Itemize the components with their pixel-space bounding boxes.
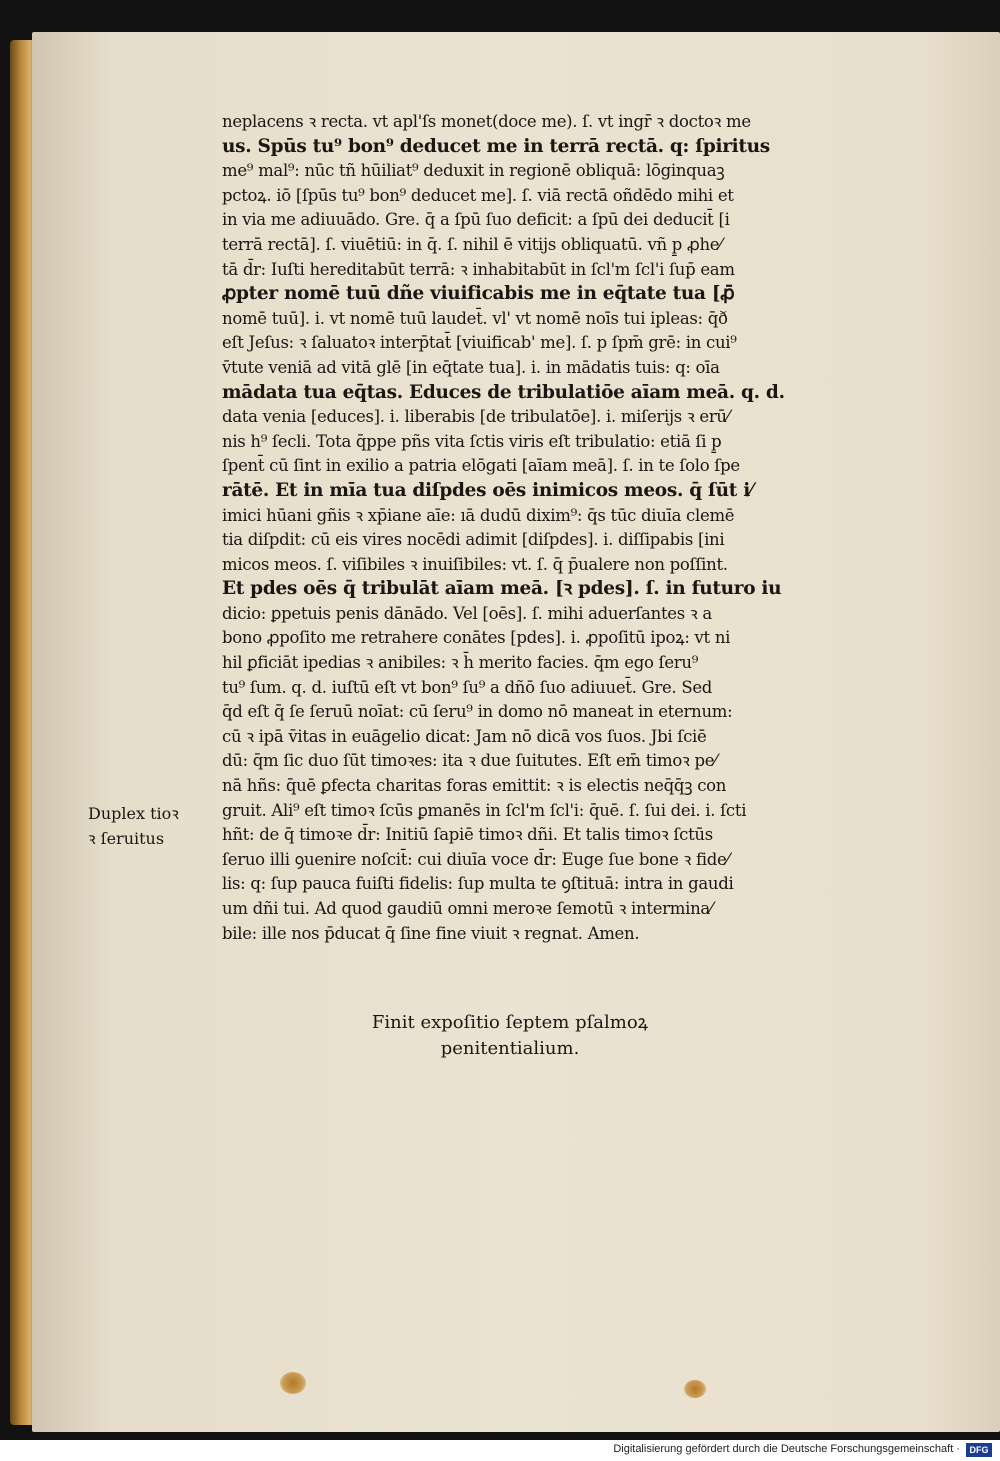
text-line: imici hūani gñis ꝛ xp̄iane aīe: ıā dudū dixim⁹: q̄s tūc diuīa clemē: [222, 505, 735, 525]
text-line: in via me adiuuādo. Gre. q̄ a ſpū ſuo deficit: a ſpū dei deducit̄ [i: [222, 210, 730, 230]
stain-mark-right: [684, 1380, 706, 1398]
colophon-line: Finit expoſitio ſeptem pſalmoꝝ: [371, 1012, 649, 1033]
text-line: data venia [educes]. i. liberabis [de tribulatōe]. i. miſerijs ꝛ erū⁄: [222, 407, 730, 427]
text-line: pctoꝝ. iō [ſpūs tu⁹ bon⁹ deducet me]. ſ. viā rectā oñdēdo mihi et: [222, 185, 734, 205]
text-line: q̄d eſt q̄ ſe ſeruū noīat: cū ſeru⁹ in domo nō maneat in eternum:: [222, 702, 733, 722]
text-line: ꝓpter nomē tuū dñe viuificabis me in eq̄tate tua [ꝓ̄: [222, 283, 735, 305]
marginal-note-line: Duplex tioꝛ: [88, 804, 179, 823]
text-line: rātē. Et in mīa tua diſpdes oēs inimicos meos. q̄ ſūt i⁄: [222, 479, 753, 501]
text-line: nā hñs: q̄uē ꝑfecta charitas foras emittit: ꝛ is electis neq̄q̄ꝫ con: [222, 776, 727, 796]
text-line: tu⁹ ſum. q. d. iuſtū eſt vt bon⁹ ſu⁹ a dñō ſuo adiuuet̄. Gre. Sed: [222, 677, 713, 697]
text-line: me⁹ mal⁹: nūc tñ hūiliat⁹ deduxit in regionē obliquā: lōginquaꝫ: [222, 161, 725, 181]
text-line: lis: q: ſup pauca fuiſti fidelis: ſup multa te ꝯſtituā: intra in gaudi: [222, 874, 734, 894]
main-text-block: [222, 110, 882, 946]
marginal-note: [88, 801, 208, 851]
marginal-note-line: ꝛ ſeruitus: [88, 829, 165, 848]
text-line: ſpent̄ cū ſint in exilio a patria elōgati [aīam meā]. ſ. in te ſolo ſpe: [222, 456, 740, 476]
colophon: [300, 1010, 720, 1062]
text-line: micos meos. ſ. viſibiles ꝛ inuiſibiles: vt. ſ. q̄ p̄ualere non poſſint.: [222, 554, 728, 574]
colophon-line: penitentialium.: [440, 1038, 580, 1059]
text-line: hil ꝑficiāt ipedias ꝛ anibiles: ꝛ h̄ merito facies. q̄m ego ſeru⁹: [222, 653, 699, 673]
text-line: v̄tute veniā ad vitā glē [in eq̄tate tua]. i. in mādatis tuis: q: oīa: [222, 357, 720, 377]
text-line: terrā rectā]. ſ. viuētiū: in q̄. ſ. nihil ē vitijs obliquatū. vñ p̱ ꝓhe⁄: [222, 234, 722, 254]
text-line: gruit. Ali⁹ eſt timoꝛ ſcūs ꝑmanēs in ſcl'm ſcl'i: q̄uē. ſ. ſui dei. i. ſcti: [222, 800, 747, 820]
text-line: tā d̄r: Iuſti hereditabūt terrā: ꝛ inhabitabūt in ſcl'm ſcl'i ſup̄ eam: [222, 259, 735, 279]
text-line: nis h⁹ ſecli. Tota q̄ppe pñs vita ſctis viris eſt tribulatio: etiā ſi p̱: [222, 431, 722, 451]
text-line: us. Spūs tu⁹ bon⁹ deducet me in terrā rectā. q: ſpiritus: [222, 135, 770, 157]
text-line: um dñi tui. Ad quod gaudiū omni meroꝛe ſemotū ꝛ intermina⁄: [222, 899, 713, 918]
text-line: eſt Jeſus: ꝛ ſaluatoꝛ interp̄tat̄ [viuificab' me]. ſ. p ſpm̄ grē: in cui⁹: [222, 333, 737, 353]
text-line: nomē tuū]. i. vt nomē tuū laudet̄. vl' vt nomē noīs tui ipleas: q̄ð: [222, 308, 728, 328]
text-line: tia diſpdit: cū eis vires nocēdi adimit [diſpdes]. i. diſſipabis [ini: [222, 530, 725, 550]
text-line: mādata tua eq̄tas. Educes de tribulatiōe aīam meā. q. d.: [222, 381, 785, 403]
digitization-credit: Digitalisierung gefördert durch die Deutsche Forschungsgemeinschaft ·: [613, 1443, 960, 1455]
text-line: hñt: de q̄ timoꝛe d̄r: Initiū ſapiē timoꝛ dñi. Et talis timoꝛ ſctūs: [222, 825, 713, 845]
dfg-logo: DFG: [966, 1443, 992, 1457]
text-line: Et pdes oēs q̄ tribulāt aīam meā. [ꝛ pdes]. ſ. in futuro iu: [222, 578, 782, 600]
text-line: bono ꝓpoſito me retrahere conātes [pdes]. i. ꝓpoſitū ipoꝝ: vt ni: [222, 628, 731, 648]
text-line: dicio: ꝑpetuis penis dānādo. Vel [oēs]. ſ. mihi aduerſantes ꝛ a: [222, 603, 712, 623]
text-line: bile: ille nos p̄ducat q̄ ſine fine viuit ꝛ regnat. Amen.: [222, 923, 640, 943]
text-line: neplacens ꝛ recta. vt apl'ſs monet(doce me). ſ. vt ingr̄ ꝛ doctoꝛ me: [222, 112, 751, 131]
stain-mark-left: [280, 1372, 306, 1394]
text-line: ſeruo illi ꝯuenire noſcit̄: cui diuīa voce d̄r: Euge ſue bone ꝛ fide⁄: [222, 849, 729, 869]
text-line: dū: q̄m ſic duo ſūt timoꝛes: ita ꝛ due ſuitutes. Eſt em̄ timoꝛ pe⁄: [222, 751, 717, 771]
text-line: cū ꝛ ipā v̄itas in euāgelio dicat: Jam nō dicā vos ſuos. Jbi ſciē: [222, 726, 707, 746]
